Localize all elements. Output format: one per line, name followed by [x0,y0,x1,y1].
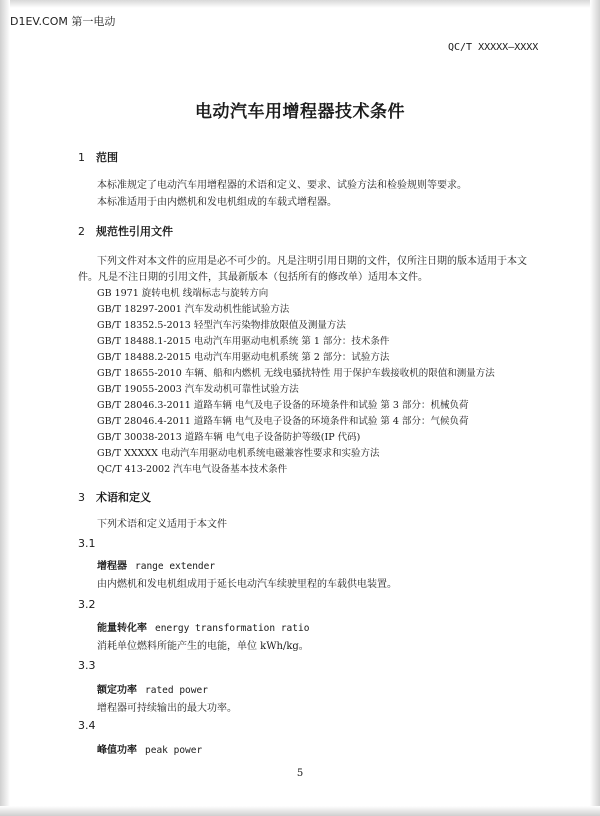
term-number: 3.2 [78,598,96,611]
term-chinese: 能量转化率 [97,623,147,634]
reference-item: GB/T 18488.2-2015 电动汽车用驱动电机系统 第 2 部分：试验方法 [97,352,390,363]
reference-item: GB 1971 旋转电机 线端标志与旋转方向 [97,288,269,299]
term-english: energy transformation ratio [155,623,310,634]
reference-item: GB/T 19055-2003 汽车发动机可靠性试验方法 [97,384,299,395]
reference-item: GB/T 28046.4-2011 道路车辆 电气及电子设备的环境条件和试验 第 4 部分：气候负荷 [97,416,469,427]
section-title: 范围 [96,151,118,164]
section-number: 1 [78,151,85,164]
page-frame-bottom [0,806,600,816]
term-heading [97,619,309,634]
term-heading [97,681,208,696]
term-definition: 消耗单位燃料所能产生的电能，单位 kWh/kg。 [97,641,309,652]
section-2-heading [78,223,173,239]
term-definition: 增程器可持续输出的最大功率。 [97,703,237,714]
term-english: range extender [135,561,216,572]
term-english: rated power [145,685,208,696]
term-definition: 由内燃机和发电机组成用于延长电动汽车续驶里程的车载供电装置。 [97,579,397,590]
section-number: 3 [78,491,85,504]
term-chinese: 增程器 [97,561,127,572]
reference-item: GB/T 28046.3-2011 道路车辆 电气及电子设备的环境条件和试验 第 3 部分：机械负荷 [97,400,469,411]
paragraph-line: 本标准适用于由内燃机和发电机组成的车载式增程器。 [97,197,337,208]
page-number: 5 [296,768,304,779]
section-title: 术语和定义 [96,491,151,504]
page-frame-right [590,0,600,816]
reference-item: GB/T 18297-2001 汽车发动机性能试验方法 [97,304,290,315]
paragraph-line: 件。凡是不注日期的引用文件，其最新版本（包括所有的修改单）适用本文件。 [78,272,428,283]
page-frame-left [0,0,10,816]
page-frame-top [0,0,600,8]
term-number: 3.1 [78,537,96,550]
section-3-heading [78,489,151,505]
term-heading [97,741,202,756]
section-number: 2 [78,225,85,238]
reference-item: GB/T 18488.1-2015 电动汽车用驱动电机系统 第 1 部分：技术条件 [97,336,390,347]
document-code: QC/T XXXXX—XXXX [448,42,539,53]
paragraph-line: 下列文件对本文件的应用是必不可少的。凡是注明引用日期的文件，仅所注日期的版本适用于本文 [97,256,527,267]
site-watermark: D1EV.COM 第一电动 [10,15,116,28]
reference-item: GB/T 18352.5-2013 轻型汽车污染物排放限值及测量方法 [97,320,346,331]
reference-item: QC/T 413-2002 汽车电气设备基本技术条件 [97,464,288,475]
reference-item: GB/T XXXXX 电动汽车用驱动电机系统电磁兼容性要求和实验方法 [97,448,380,459]
section-title: 规范性引用文件 [96,225,173,238]
paragraph-line: 下列术语和定义适用于本文件 [97,519,227,530]
term-chinese: 峰值功率 [97,745,137,756]
document-title: 电动汽车用增程器技术条件 [195,102,405,122]
reference-item: GB/T 18655-2010 车辆、船和内燃机 无线电骚扰特性 用于保护车载接收机的限值和测量方法 [97,368,495,379]
term-heading [97,557,215,572]
section-1-heading [78,149,118,165]
reference-item: GB/T 30038-2013 道路车辆 电气电子设备防护等级(IP 代码) [97,432,361,443]
paragraph-line: 本标准规定了电动汽车用增程器的术语和定义、要求、试验方法和检验规则等要求。 [97,180,467,191]
term-number: 3.4 [78,719,96,732]
term-number: 3.3 [78,659,96,672]
term-chinese: 额定功率 [97,685,137,696]
term-english: peak power [145,745,203,756]
